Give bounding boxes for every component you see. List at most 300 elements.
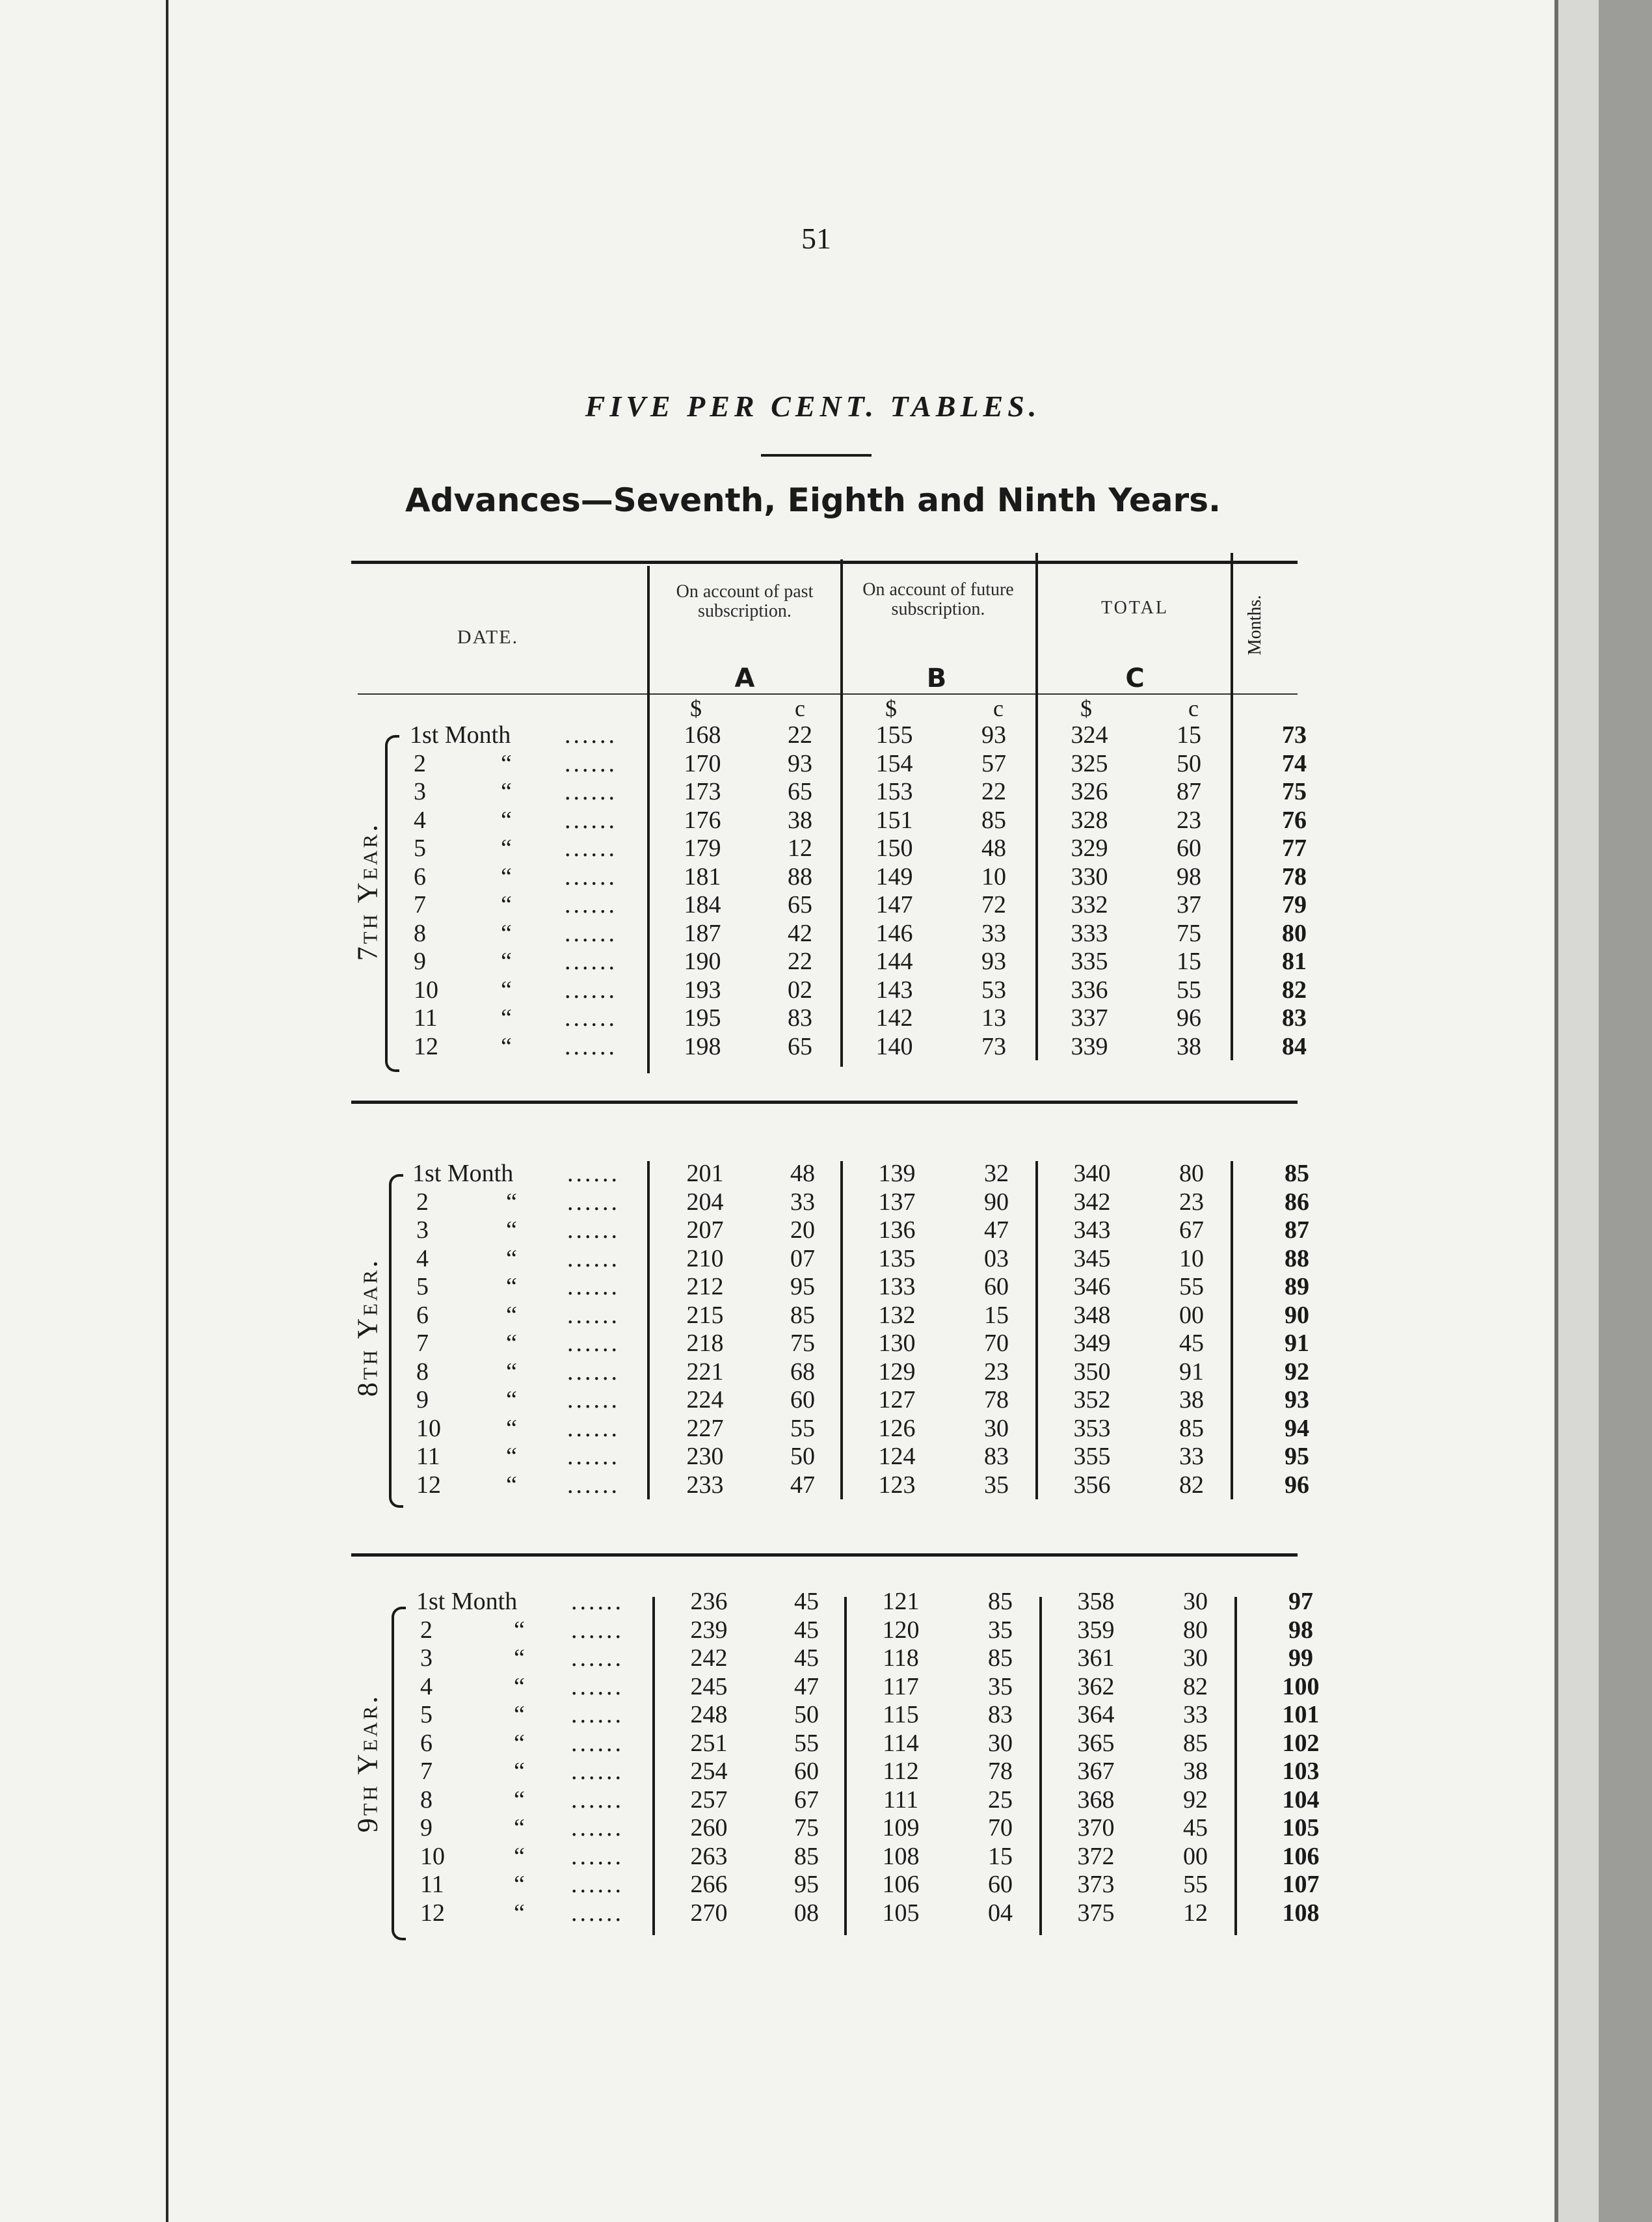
cell-c-c: 55: [1177, 976, 1201, 1004]
cell-a-c: 08: [794, 1899, 819, 1927]
cell-c-c: 15: [1177, 948, 1201, 975]
cell-b-d: 153: [875, 778, 913, 805]
cell-c-c: 50: [1177, 749, 1201, 777]
cell-b-d: 108: [882, 1842, 920, 1870]
cell-c-c: 91: [1179, 1358, 1204, 1385]
table-row: [0, 1700, 1652, 1729]
cell-m: 87: [1285, 1216, 1309, 1244]
cell-c-d: 332: [1071, 891, 1108, 918]
cell-c-c: 67: [1179, 1216, 1204, 1244]
date-label: 1st Month: [416, 1588, 518, 1615]
year-label-9th: 9th Year.: [351, 1693, 384, 1833]
cell-b-c: 35: [988, 1616, 1013, 1644]
cell-b-d: 106: [882, 1871, 920, 1898]
ditto-mark: “: [501, 863, 512, 890]
table-row: [0, 890, 1652, 919]
cell-m: 92: [1285, 1358, 1309, 1385]
ditto-mark: “: [514, 1899, 525, 1927]
date-label: 11 “: [414, 1004, 512, 1032]
cell-m: 96: [1285, 1471, 1309, 1499]
unit-cents-b: c: [993, 695, 1004, 721]
cell-a-d: 198: [684, 1032, 721, 1060]
cell-a-c: 85: [794, 1842, 819, 1870]
cell-a-c: 20: [790, 1216, 815, 1244]
date-label: 10 “: [416, 1414, 517, 1442]
cell-a-d: 248: [690, 1701, 728, 1728]
cell-c-c: 12: [1183, 1899, 1208, 1927]
date-label: 4 “: [420, 1672, 525, 1700]
cell-b-d: 127: [878, 1386, 916, 1413]
cell-b-c: 32: [984, 1160, 1009, 1187]
leader-dots: ......: [565, 721, 617, 749]
title-divider: [761, 454, 872, 457]
cell-c-d: 329: [1071, 835, 1108, 862]
date-label: 12 “: [416, 1471, 517, 1499]
cell-a-d: 207: [686, 1216, 724, 1244]
ditto-mark: “: [506, 1188, 517, 1216]
cell-a-d: 193: [684, 976, 721, 1004]
ditto-mark: “: [514, 1672, 525, 1700]
cell-b-c: 73: [981, 1032, 1006, 1060]
cell-b-d: 151: [875, 806, 913, 834]
cell-c-c: 10: [1179, 1244, 1204, 1272]
date-label: 10 “: [414, 976, 512, 1004]
date-label: 9 “: [416, 1386, 517, 1413]
table-row: [0, 1442, 1652, 1471]
ditto-mark: “: [501, 778, 512, 805]
ditto-mark: “: [501, 976, 512, 1004]
cell-c-d: 345: [1073, 1244, 1111, 1272]
cell-b-c: 03: [984, 1244, 1009, 1272]
cell-c-d: 330: [1071, 863, 1108, 890]
cell-m: 94: [1285, 1414, 1309, 1442]
cell-m: 79: [1282, 891, 1307, 918]
cell-b-c: 57: [981, 749, 1006, 777]
cell-c-c: 33: [1179, 1443, 1204, 1470]
table-row: [0, 1329, 1652, 1358]
leader-dots: ......: [565, 891, 617, 918]
unit-dollar-c: $: [1080, 695, 1092, 721]
cell-c-d: 362: [1077, 1672, 1115, 1700]
table-row: [0, 1587, 1652, 1616]
unit-cents-c: c: [1188, 695, 1199, 721]
header-bottom-rule: [358, 693, 1298, 695]
cell-a-d: 184: [684, 891, 721, 918]
cell-a-d: 230: [686, 1443, 724, 1470]
cell-b-c: 47: [984, 1216, 1009, 1244]
cell-a-d: 260: [690, 1814, 728, 1841]
table-row: [0, 1385, 1652, 1414]
cell-c-c: 30: [1183, 1588, 1208, 1615]
cell-a-c: 65: [788, 778, 812, 805]
cell-a-d: 263: [690, 1842, 728, 1870]
ditto-mark: “: [501, 891, 512, 918]
cell-c-c: 55: [1179, 1273, 1204, 1300]
column-letter-b: B: [926, 663, 947, 693]
table-row: [0, 834, 1652, 863]
date-label: 5 “: [414, 835, 512, 862]
cell-m: 78: [1282, 863, 1307, 890]
cell-c-d: 364: [1077, 1701, 1115, 1728]
table-row: [0, 919, 1652, 948]
past-subscription-header: On account of past subscription.: [676, 582, 814, 621]
unit-cents-a: c: [795, 695, 805, 721]
cell-c-d: 355: [1073, 1443, 1111, 1470]
cell-a-c: 07: [790, 1244, 815, 1272]
cell-c-d: 367: [1077, 1758, 1115, 1785]
cell-c-c: 85: [1179, 1414, 1204, 1442]
cell-a-d: 221: [686, 1358, 724, 1385]
cell-c-c: 23: [1177, 806, 1201, 834]
cell-b-d: 147: [875, 891, 913, 918]
leader-dots: ......: [565, 749, 617, 777]
page-subtitle: Advances—Seventh, Eighth and Ninth Years.: [405, 481, 1221, 519]
ditto-mark: “: [506, 1301, 517, 1329]
date-label: 3 “: [416, 1216, 517, 1244]
cell-a-d: 227: [686, 1414, 724, 1442]
cell-m: 81: [1282, 948, 1307, 975]
cell-a-d: 215: [686, 1301, 724, 1329]
cell-a-c: 22: [788, 721, 812, 749]
cell-b-d: 149: [875, 863, 913, 890]
ditto-mark: “: [501, 1032, 512, 1060]
cell-c-c: 45: [1179, 1330, 1204, 1357]
cell-a-c: 55: [790, 1414, 815, 1442]
table-row: [0, 1672, 1652, 1701]
leader-dots: ......: [571, 1729, 624, 1757]
cell-m: 90: [1285, 1301, 1309, 1329]
cell-b-c: 15: [988, 1842, 1013, 1870]
cell-m: 82: [1282, 976, 1307, 1004]
cell-a-d: 212: [686, 1273, 724, 1300]
cell-a-d: 181: [684, 863, 721, 890]
ditto-mark: “: [501, 1004, 512, 1032]
cell-c-c: 85: [1183, 1729, 1208, 1757]
cell-c-d: 348: [1073, 1301, 1111, 1329]
date-label: 7 “: [414, 891, 512, 918]
cell-a-d: 179: [684, 835, 721, 862]
cell-c-c: 00: [1179, 1301, 1204, 1329]
date-label: 6 “: [420, 1729, 525, 1757]
year-label-7th: 7th Year.: [351, 822, 384, 961]
ditto-mark: “: [514, 1871, 525, 1898]
cell-b-c: 83: [988, 1701, 1013, 1728]
cell-b-d: 121: [882, 1588, 920, 1615]
ditto-mark: “: [506, 1216, 517, 1244]
date-label: 6 “: [414, 863, 512, 890]
cell-b-d: 135: [878, 1244, 916, 1272]
date-column-header: DATE.: [457, 626, 519, 648]
cell-m: 86: [1285, 1188, 1309, 1216]
cell-a-c: 95: [794, 1871, 819, 1898]
cell-a-c: 93: [788, 749, 812, 777]
cell-m: 73: [1282, 721, 1307, 749]
months-header: Months.: [1245, 595, 1265, 656]
date-label: 6 “: [416, 1301, 517, 1329]
cell-c-c: 38: [1183, 1758, 1208, 1785]
leader-dots: ......: [565, 1004, 617, 1032]
leader-dots: ......: [567, 1160, 620, 1187]
cell-c-c: 15: [1177, 721, 1201, 749]
cell-b-c: 83: [984, 1443, 1009, 1470]
cell-b-d: 115: [883, 1701, 919, 1728]
table-row: [0, 1644, 1652, 1672]
cell-a-d: 176: [684, 806, 721, 834]
table-row: [0, 1159, 1652, 1188]
date-label: 11 “: [420, 1871, 525, 1898]
date-label: 9 “: [414, 948, 512, 975]
leader-dots: ......: [567, 1244, 620, 1272]
cell-a-d: 173: [684, 778, 721, 805]
cell-a-c: 55: [794, 1729, 819, 1757]
cell-b-c: 23: [984, 1358, 1009, 1385]
ditto-mark: “: [514, 1814, 525, 1841]
ditto-mark: “: [514, 1729, 525, 1757]
cell-c-d: 346: [1073, 1273, 1111, 1300]
cell-a-c: 22: [788, 948, 812, 975]
cell-c-d: 342: [1073, 1188, 1111, 1216]
cell-c-c: 38: [1179, 1386, 1204, 1413]
cell-b-c: 93: [981, 721, 1006, 749]
section-title: FIVE PER CENT. TABLES.: [585, 390, 1041, 423]
cell-b-c: 22: [981, 778, 1006, 805]
date-label: 1st Month: [412, 1160, 514, 1187]
cell-m: 108: [1282, 1899, 1320, 1927]
cell-b-c: 70: [984, 1330, 1009, 1357]
cell-a-d: 239: [690, 1616, 728, 1644]
cell-m: 106: [1282, 1842, 1320, 1870]
ditto-mark: “: [514, 1644, 525, 1672]
cell-m: 105: [1282, 1814, 1320, 1841]
cell-m: 76: [1282, 806, 1307, 834]
ditto-mark: “: [501, 835, 512, 862]
leader-dots: ......: [565, 863, 617, 890]
cell-b-d: 124: [878, 1443, 916, 1470]
table-row: [0, 1004, 1652, 1032]
cell-c-d: 361: [1077, 1644, 1115, 1672]
cell-a-c: 48: [790, 1160, 815, 1187]
cell-c-c: 87: [1177, 778, 1201, 805]
cell-a-c: 47: [790, 1471, 815, 1499]
section-rule-9th: [351, 1553, 1298, 1557]
ditto-mark: “: [514, 1786, 525, 1814]
table-row: [0, 976, 1652, 1004]
cell-c-d: 373: [1077, 1871, 1115, 1898]
leader-dots: ......: [565, 919, 617, 947]
cell-c-d: 365: [1077, 1729, 1115, 1757]
date-label: 11 “: [416, 1443, 517, 1470]
table-row: [0, 1729, 1652, 1758]
cell-c-c: 60: [1177, 835, 1201, 862]
leader-dots: ......: [567, 1386, 620, 1413]
total-header: TOTAL: [1100, 598, 1169, 618]
date-label: 2 “: [414, 749, 512, 777]
leader-dots: ......: [567, 1330, 620, 1357]
cell-a-d: 254: [690, 1758, 728, 1785]
cell-c-d: 337: [1071, 1004, 1108, 1032]
cell-a-c: 67: [794, 1786, 819, 1814]
cell-a-d: 210: [686, 1244, 724, 1272]
cell-a-c: 60: [794, 1758, 819, 1785]
leader-dots: ......: [565, 778, 617, 805]
cell-a-d: 270: [690, 1899, 728, 1927]
leader-dots: ......: [571, 1644, 624, 1672]
cell-m: 95: [1285, 1443, 1309, 1470]
cell-b-d: 140: [875, 1032, 913, 1060]
date-label: 2 “: [420, 1616, 525, 1644]
cell-m: 107: [1282, 1871, 1320, 1898]
table-row: [0, 806, 1652, 835]
table-row: [0, 721, 1652, 749]
cell-c-d: 339: [1071, 1032, 1108, 1060]
cell-b-c: 25: [988, 1786, 1013, 1814]
cell-b-d: 142: [875, 1004, 913, 1032]
cell-b-c: 35: [984, 1471, 1009, 1499]
cell-c-d: 336: [1071, 976, 1108, 1004]
table-row: [0, 1757, 1652, 1786]
leader-dots: ......: [565, 948, 617, 975]
leader-dots: ......: [571, 1814, 624, 1841]
cell-b-c: 78: [988, 1758, 1013, 1785]
ditto-mark: “: [514, 1842, 525, 1870]
cell-a-c: 75: [794, 1814, 819, 1841]
cell-b-c: 48: [981, 835, 1006, 862]
cell-c-d: 333: [1071, 919, 1108, 947]
table-row: [0, 1301, 1652, 1330]
table-row: [0, 1188, 1652, 1216]
leader-dots: ......: [571, 1871, 624, 1898]
cell-b-d: 130: [878, 1330, 916, 1357]
table-row: [0, 1616, 1652, 1644]
cell-b-d: 146: [875, 919, 913, 947]
table-row: [0, 777, 1652, 806]
cell-c-c: 80: [1179, 1160, 1204, 1187]
cell-m: 93: [1285, 1386, 1309, 1413]
cell-m: 75: [1282, 778, 1307, 805]
leader-dots: ......: [567, 1216, 620, 1244]
cell-a-d: 195: [684, 1004, 721, 1032]
table-row: [0, 863, 1652, 891]
cell-m: 77: [1282, 835, 1307, 862]
cell-m: 102: [1282, 1729, 1320, 1757]
cell-a-d: 190: [684, 948, 721, 975]
cell-b-d: 137: [878, 1188, 916, 1216]
cell-a-c: 45: [794, 1644, 819, 1672]
cell-b-d: 150: [875, 835, 913, 862]
cell-b-c: 60: [988, 1871, 1013, 1898]
cell-c-d: 356: [1073, 1471, 1111, 1499]
cell-a-d: 201: [686, 1160, 724, 1187]
date-label: 5 “: [420, 1701, 525, 1728]
cell-a-c: 33: [790, 1188, 815, 1216]
cell-c-d: 324: [1071, 721, 1108, 749]
cell-m: 89: [1285, 1273, 1309, 1300]
cell-c-d: 353: [1073, 1414, 1111, 1442]
leader-dots: ......: [567, 1443, 620, 1470]
cell-c-d: 340: [1073, 1160, 1111, 1187]
ditto-mark: “: [506, 1273, 517, 1300]
cell-b-c: 30: [988, 1729, 1013, 1757]
cell-a-d: 170: [684, 749, 721, 777]
table-row: [0, 1786, 1652, 1814]
table-row: [0, 947, 1652, 976]
cell-m: 88: [1285, 1244, 1309, 1272]
cell-b-c: 78: [984, 1386, 1009, 1413]
ditto-mark: “: [506, 1471, 517, 1499]
cell-a-c: 85: [790, 1301, 815, 1329]
cell-c-c: 37: [1177, 891, 1201, 918]
cell-c-d: 359: [1077, 1616, 1115, 1644]
cell-b-d: 132: [878, 1301, 916, 1329]
cell-m: 80: [1282, 919, 1307, 947]
cell-b-c: 60: [984, 1273, 1009, 1300]
cell-c-d: 352: [1073, 1386, 1111, 1413]
date-label: 12 “: [420, 1899, 525, 1927]
ditto-mark: “: [506, 1386, 517, 1413]
table-row: [0, 1471, 1652, 1499]
cell-m: 85: [1285, 1160, 1309, 1187]
cell-b-d: 109: [882, 1814, 920, 1841]
cell-a-c: 83: [788, 1004, 812, 1032]
cell-a-d: 204: [686, 1188, 724, 1216]
cell-a-d: 168: [684, 721, 721, 749]
cell-b-c: 30: [984, 1414, 1009, 1442]
leader-dots: ......: [567, 1188, 620, 1216]
cell-b-d: 111: [883, 1786, 919, 1814]
date-label: 7 “: [420, 1758, 525, 1785]
cell-a-c: 45: [794, 1588, 819, 1615]
cell-m: 84: [1282, 1032, 1307, 1060]
date-label: 8 “: [416, 1358, 517, 1385]
cell-m: 100: [1282, 1672, 1320, 1700]
cell-b-d: 144: [875, 948, 913, 975]
table-row: [0, 1814, 1652, 1842]
table-row: [0, 1870, 1652, 1899]
leader-dots: ......: [571, 1899, 624, 1927]
cell-b-c: 15: [984, 1301, 1009, 1329]
cell-a-d: 187: [684, 919, 721, 947]
year-label-8th: 8th Year.: [351, 1257, 384, 1397]
cell-m: 74: [1282, 749, 1307, 777]
cell-c-c: 00: [1183, 1842, 1208, 1870]
date-label: 10 “: [420, 1842, 525, 1870]
cell-b-c: 35: [988, 1672, 1013, 1700]
cell-a-d: 245: [690, 1672, 728, 1700]
cell-b-d: 129: [878, 1358, 916, 1385]
cell-c-d: 328: [1071, 806, 1108, 834]
cell-c-d: 375: [1077, 1899, 1115, 1927]
table-row: [0, 1899, 1652, 1927]
cell-m: 91: [1285, 1330, 1309, 1357]
cell-c-c: 96: [1177, 1004, 1201, 1032]
date-label: 5 “: [416, 1273, 517, 1300]
leader-dots: ......: [567, 1273, 620, 1300]
cell-c-c: 98: [1177, 863, 1201, 890]
cell-b-c: 70: [988, 1814, 1013, 1841]
leader-dots: ......: [567, 1414, 620, 1442]
table-row: [0, 749, 1652, 778]
date-label: 3 “: [414, 778, 512, 805]
leader-dots: ......: [571, 1616, 624, 1644]
date-label: 8 “: [420, 1786, 525, 1814]
leader-dots: ......: [565, 976, 617, 1004]
cell-b-d: 118: [883, 1644, 919, 1672]
cell-b-d: 133: [878, 1273, 916, 1300]
cell-c-c: 92: [1183, 1786, 1208, 1814]
date-label: 7 “: [416, 1330, 517, 1357]
cell-b-d: 117: [883, 1672, 919, 1700]
table-row: [0, 1842, 1652, 1871]
